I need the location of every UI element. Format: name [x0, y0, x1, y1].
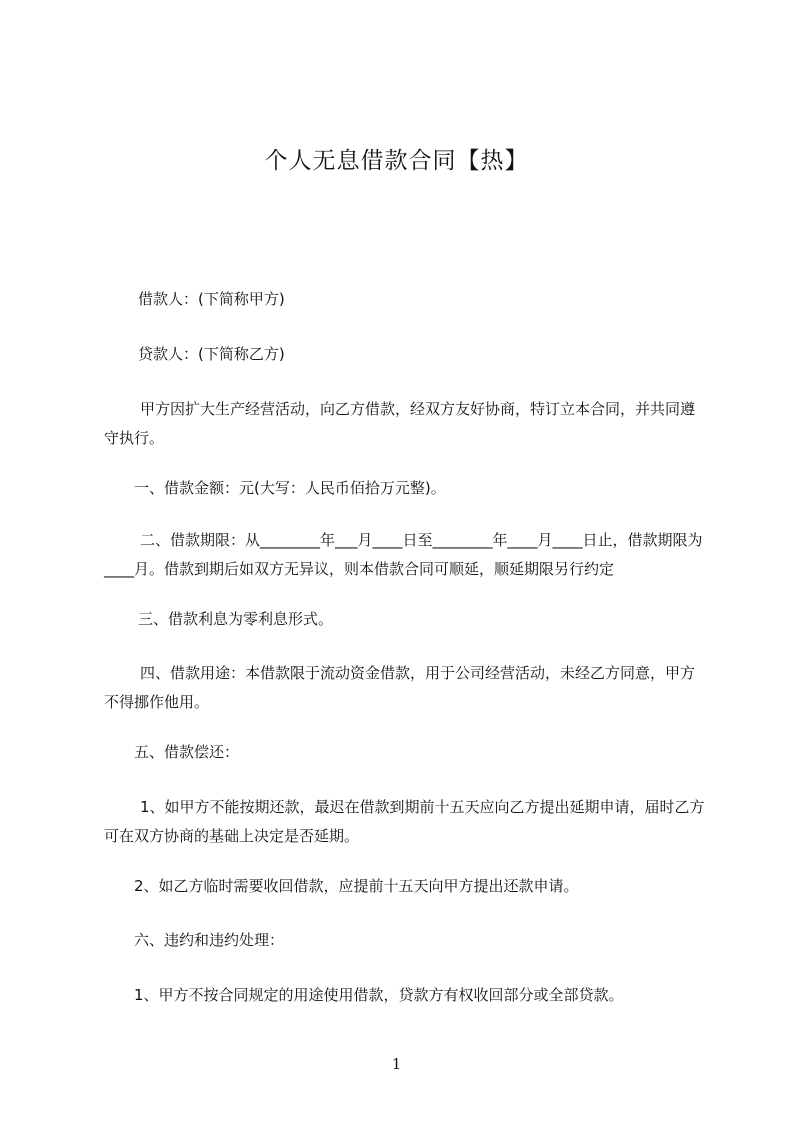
document-title: 个人无息借款合同【热】 [264, 148, 529, 174]
paragraph-borrower: 借款人：(下简称甲方) [138, 290, 285, 308]
paragraph-breach-clause-1: 1、甲方不按合同规定的用途使用借款，贷款方有权收回部分或全部贷款。 [134, 986, 624, 1004]
paragraph-loan-purpose: 四、借款用途：本借款限于流动资金借款，用于公司经营活动，未经乙方同意，甲方不得挪作他用。 [104, 664, 696, 711]
paragraph-lender: 贷款人：(下简称乙方) [138, 345, 285, 363]
paragraph-interest: 三、借款利息为零利息形式。 [138, 610, 334, 628]
paragraph-loan-amount: 一、借款金额：元(大写：人民币佰拾万元整)。 [134, 479, 446, 497]
page-number: 1 [391, 1055, 402, 1073]
paragraph-preamble: 甲方因扩大生产经营活动，向乙方借款，经双方友好协商，特订立本合同，并共同遵守执行。 [104, 400, 696, 447]
paragraph-repayment-clause-1: 1、如甲方不能按期还款，最迟在借款到期前十五天应向乙方提出延期申请，届时乙方可在双方协商的基础上决定是否延期。 [104, 798, 705, 845]
paragraph-repayment-clause-2: 2、如乙方临时需要收回借款，应提前十五天向甲方提出还款申请。 [134, 877, 579, 895]
paragraph-loan-term: 二、借款期限：从________年___月____日至________年____月____日止，借款期限为____月。借款到期后如双方无异议，则本借款合同可顺延，顺延期限另行约定 [104, 531, 703, 578]
paragraph-repayment-heading: 五、借款偿还： [134, 743, 240, 761]
paragraph-breach-heading: 六、违约和违约处理： [134, 931, 285, 949]
